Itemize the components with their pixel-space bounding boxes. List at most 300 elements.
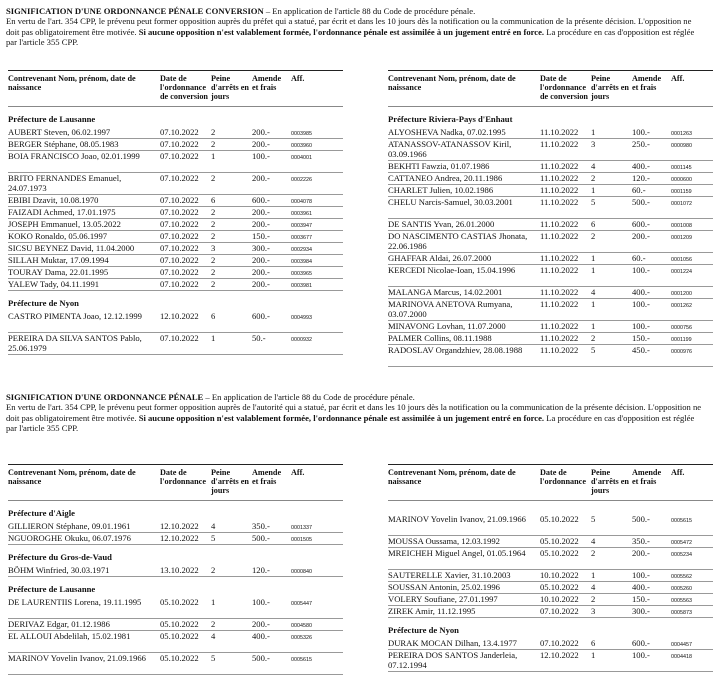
section-subtitle: – En application de l'article 88 du Code de procédure pénale. [203,392,415,402]
row-aff: 0000600 [671,177,692,183]
table-row [8,255,343,266]
row-peine: 1 [591,570,596,580]
row-amount: 100.- [632,570,650,580]
row-aff: 0001072 [671,201,692,207]
section-intro [6,6,706,47]
table-row [388,650,713,671]
table-row [8,139,343,150]
table-row [8,521,343,532]
row-name: EBIBI Dzavit, 10.08.1970 [8,195,99,205]
table-row [388,299,713,320]
row-date: 07.10.2022 [160,173,199,183]
row-name: DE SANTIS Yvan, 26.01.2000 [388,219,495,229]
row-date: 05.10.2022 [540,548,579,558]
table-header [8,464,343,501]
table-row [8,231,343,242]
row-peine: 5 [211,653,216,663]
header-peine: Peine d'arrêts en jours [211,74,249,102]
row-name: DERIVAZ Edgar, 01.12.1986 [8,619,110,629]
row-date: 11.10.2022 [540,231,579,241]
table-row [8,653,343,674]
row-date: 05.10.2022 [160,653,199,663]
row-peine: 2 [211,267,216,277]
row-amount: 100.- [252,151,270,161]
row-date: 11.10.2022 [540,333,579,343]
row-amount: 120.- [632,173,650,183]
row-aff: 0003961 [291,211,312,217]
row-name: VOLERY Soufiane, 27.01.1997 [388,594,498,604]
table-row [8,267,343,278]
table-header [388,70,713,107]
row-date: 05.10.2022 [160,619,199,629]
table-row [8,207,343,218]
group-title: Préfecture de Lausanne [8,114,96,124]
row-date: 11.10.2022 [540,219,579,229]
table-row [388,594,713,605]
row-separator [8,354,343,355]
row-peine: 1 [591,185,596,195]
row-peine: 1 [591,253,596,263]
row-peine: 2 [211,207,216,217]
row-date: 11.10.2022 [540,321,579,331]
row-aff: 0004001 [291,155,312,161]
row-amount: 400.- [632,161,650,171]
row-date: 11.10.2022 [540,197,579,207]
row-peine: 2 [211,231,216,241]
row-peine: 2 [211,219,216,229]
row-peine: 2 [211,255,216,265]
row-peine: 1 [591,127,596,137]
row-name: DO NASCIMENTO CASTIAS Jhonata, 22.06.1986 [388,231,528,252]
row-peine: 1 [591,265,596,275]
row-amount: 300.- [252,243,270,253]
row-amount: 200.- [252,255,270,265]
row-peine: 2 [211,173,216,183]
row-name: SILLAH Muktar, 17.09.1994 [8,255,109,265]
row-aff: 0000980 [671,143,692,149]
row-peine: 2 [591,333,596,343]
header-date: Date de l'ordonnance de conversion [540,74,588,102]
row-name: SICSU BEYNEZ David, 11.04.2000 [8,243,135,253]
row-aff: 0003965 [291,271,312,277]
row-peine: 4 [591,536,596,546]
row-aff: 0000840 [291,569,312,575]
row-amount: 200.- [252,267,270,277]
row-peine: 1 [211,333,216,343]
row-date: 11.10.2022 [540,345,579,355]
row-peine: 1 [211,597,216,607]
row-amount: 100.- [632,265,650,275]
table-row [388,570,713,581]
row-peine: 6 [211,311,216,321]
row-aff: 0004078 [291,199,312,205]
header-aff: Aff. [671,74,685,83]
section-title: SIGNIFICATION D'UNE ORDONNANCE PÉNALE CONVERSION [6,6,264,16]
section-body: En vertu de l'art. 354 CPP, le prévenu peut former opposition auprès du préfet qui a statué, par écrit et dans les 10 jours dès la notification ou la communication de la présente décision. L'opposition ne doit pas obligatoirement être motivée. [6,16,692,37]
left-table [8,464,343,675]
row-date: 05.10.2022 [160,597,199,607]
header-name: Contrevenant Nom, prénom, date de naissance [388,468,516,487]
group-title: Préfecture de Nyon [8,298,79,308]
row-date: 07.10.2022 [540,606,579,616]
row-amount: 200.- [252,207,270,217]
row-amount: 60.- [632,253,646,263]
row-date: 12.10.2022 [160,311,199,321]
row-amount: 350.- [632,536,650,546]
section-subtitle: – En application de l'article 88 du Code de procédure pénale. [263,6,476,16]
row-amount: 200.- [252,139,270,149]
table-row [388,548,713,569]
row-peine: 2 [211,619,216,629]
row-name: TOURAY Dama, 22.01.1995 [8,267,109,277]
row-date: 12.10.2022 [540,650,579,660]
row-date: 05.10.2022 [160,631,199,641]
header-peine: Peine d'arrêts en jours [591,468,629,496]
table-row [388,638,713,649]
row-aff: 0003984 [291,259,312,265]
row-name: SAUTERELLE Xavier, 31.10.2003 [388,570,511,580]
table-row [388,265,713,286]
header-aff: Aff. [291,468,305,477]
table-row [8,619,343,630]
row-peine: 6 [591,638,596,648]
row-aff: 0003985 [291,131,312,137]
row-name: MARINOV Yovelin Ivanov, 21.09.1966 [8,653,146,663]
group-title: Préfecture d'Aigle [8,508,75,518]
row-name: JOSEPH Emmanuel, 13.05.2022 [8,219,121,229]
row-aff: 0004457 [671,642,692,648]
row-date: 07.10.2022 [540,638,579,648]
row-peine: 2 [591,173,596,183]
row-name: CASTRO PIMENTA Joao, 12.12.1999 [8,311,142,321]
row-peine: 2 [591,231,596,241]
table-row [388,333,713,344]
header-name: Contrevenant Nom, prénom, date de naissance [8,74,136,93]
row-peine: 1 [211,151,216,161]
row-date: 12.10.2022 [160,521,199,531]
row-peine: 2 [211,279,216,289]
row-aff: 0003981 [291,283,312,289]
row-name: MINAVONG Lovhan, 11.07.2000 [388,321,506,331]
table-row [388,161,713,172]
row-amount: 500.- [252,533,270,543]
row-peine: 3 [591,139,596,149]
row-date: 05.10.2022 [540,582,579,592]
row-amount: 200.- [632,231,650,241]
row-aff: 0001209 [671,235,692,241]
row-aff: 0001200 [671,291,692,297]
table-row [388,219,713,230]
table-row [388,606,713,617]
row-name: MOUSSA Oussama, 12.03.1992 [388,536,500,546]
row-peine: 2 [211,565,216,575]
row-peine: 2 [591,594,596,604]
row-amount: 200.- [252,127,270,137]
row-date: 11.10.2022 [540,265,579,275]
table-row [388,139,713,160]
section-body-bold: Si aucune opposition n'est valablement formée, l'ordonnance pénale est assimilée à un jugement entré en force. [138,412,545,423]
row-date: 07.10.2022 [160,139,199,149]
section-body: En vertu de l'art. 354 CPP, le prévenu peut former opposition auprès de l'autorité qui a statué, par écrit et dans les 10 jours dès la notification ou la communication de la présente décision. L'opposition ne doit pas obligatoirement être motivée. [6,402,702,423]
row-peine: 4 [591,287,596,297]
row-amount: 600.- [632,638,650,648]
left-table [8,70,343,355]
row-peine: 3 [591,606,596,616]
row-name: FAIZADI Achmed, 17.01.1975 [8,207,116,217]
row-amount: 600.- [252,311,270,321]
row-peine: 6 [591,219,596,229]
row-date: 07.10.2022 [160,255,199,265]
row-amount: 60.- [632,185,646,195]
table-row [8,151,343,172]
header-peine: Peine d'arrêts en jours [591,74,629,102]
row-date: 11.10.2022 [540,161,579,171]
row-separator [388,366,713,367]
row-aff: 0001145 [671,165,692,171]
row-aff: 0000932 [291,337,312,343]
header-peine: Peine d'arrêts en jours [211,468,249,496]
row-date: 05.10.2022 [540,536,579,546]
header-amount: Amende et frais [252,74,282,93]
row-peine: 1 [591,321,596,331]
row-name: BRITO FERNANDES Emanuel, 24.07.1973 [8,173,122,194]
row-date: 11.10.2022 [540,139,579,149]
row-amount: 600.- [252,195,270,205]
header-amount: Amende et frais [632,74,662,93]
row-amount: 150.- [632,333,650,343]
header-name: Contrevenant Nom, prénom, date de naissance [8,468,136,487]
row-aff: 0000976 [671,349,692,355]
row-date: 11.10.2022 [540,185,579,195]
row-name: BERGER Stéphane, 08.05.1983 [8,139,119,149]
row-date: 07.10.2022 [160,267,199,277]
row-name: PEREIRA DOS SANTOS Janderleia, 07.12.1994 [388,650,518,671]
row-name: PEREIRA DA SILVA SANTOS Pablo, 25.06.1979 [8,333,142,354]
row-date: 11.10.2022 [540,127,579,137]
row-date: 10.10.2022 [540,594,579,604]
table-header [8,70,343,107]
row-name: CHELU Narcis-Samuel, 30.03.2001 [388,197,513,207]
table-row [388,321,713,332]
row-amount: 400.- [632,287,650,297]
section-body-end: La procédure en cas d'opposition est réglée par l'article 355 CPP. [6,412,695,433]
row-amount: 300.- [632,606,650,616]
group-spacer [388,508,713,512]
row-name: SOUSSAN Antonin, 25.02.1996 [388,582,500,592]
table-row [388,345,713,366]
header-amount: Amende et frais [252,468,282,487]
row-amount: 200.- [252,619,270,629]
row-date: 07.10.2022 [160,279,199,289]
table-row [8,173,343,194]
row-date: 12.10.2022 [160,533,199,543]
row-name: NGUOROGHE Okuku, 06.07.1976 [8,533,131,543]
row-aff: 0005472 [671,540,692,546]
table-row [8,311,343,332]
table-row [388,514,713,535]
row-date: 11.10.2022 [540,253,579,263]
row-peine: 1 [591,650,596,660]
table-row [388,185,713,196]
row-aff: 0005447 [291,601,312,607]
row-name: PALMER Collins, 08.11.1988 [388,333,492,343]
table-row [8,565,343,576]
row-aff: 0005562 [671,574,692,580]
row-aff: 0003677 [291,235,312,241]
row-peine: 2 [211,127,216,137]
row-aff: 0000756 [671,325,692,331]
right-table [388,464,713,672]
table-row [388,536,713,547]
row-amount: 120.- [252,565,270,575]
row-date: 11.10.2022 [540,173,579,183]
row-amount: 100.- [252,597,270,607]
row-name: BOIA FRANCISCO Joao, 02.01.1999 [8,151,140,161]
group-title: Préfecture de Nyon [388,625,459,635]
row-date: 11.10.2022 [540,287,579,297]
row-peine: 1 [591,299,596,309]
row-name: CHARLET Julien, 10.02.1986 [388,185,494,195]
table-row [388,231,713,252]
header-date: Date de l'ordonnance [540,468,586,487]
row-amount: 200.- [252,219,270,229]
header-name: Contrevenant Nom, prénom, date de naissance [388,74,516,93]
row-name: BÖHM Winfried, 30.03.1971 [8,565,110,575]
row-name: MARINOVA ANETOVA Rumyana, 03.07.2000 [388,299,513,320]
row-aff: 0001159 [671,189,692,195]
row-name: EL ALLOUI Abdelilah, 15.02.1981 [8,631,131,641]
table-row [8,597,343,618]
row-aff: 0001505 [291,537,312,543]
row-aff: 0005563 [671,598,692,604]
row-amount: 100.- [632,299,650,309]
row-amount: 50.- [252,333,266,343]
row-aff: 0004418 [671,654,692,660]
row-aff: 0001262 [671,303,692,309]
row-name: AUBERT Steven, 06.02.1997 [8,127,111,137]
row-peine: 2 [591,548,596,558]
row-name: ALYOSHEVA Nadka, 07.02.1995 [388,127,506,137]
header-date: Date de l'ordonnance de conversion [160,74,208,102]
group-title: Préfecture Riviera-Pays d'Enhaut [388,114,513,124]
row-peine: 4 [591,582,596,592]
group-title: Préfecture de Lausanne [8,584,96,594]
row-amount: 150.- [252,231,270,241]
row-amount: 600.- [632,219,650,229]
row-name: CATTANEO Andrea, 20.11.1986 [388,173,503,183]
row-amount: 450.- [632,345,650,355]
row-name: GILLIERON Stéphane, 09.01.1961 [8,521,131,531]
row-aff: 0005873 [671,610,692,616]
header-amount: Amende et frais [632,468,662,487]
row-aff: 0001224 [671,269,692,275]
row-aff: 0004580 [291,623,312,629]
table-row [388,287,713,298]
section-title: SIGNIFICATION D'UNE ORDONNANCE PÉNALE [6,392,204,402]
table-row [8,631,343,652]
row-aff: 0005260 [671,586,692,592]
table-row [8,333,343,354]
row-aff: 0001008 [671,223,692,229]
row-aff: 0002934 [291,247,312,253]
table-row [8,533,343,544]
row-date: 07.10.2022 [160,333,199,343]
row-date: 11.10.2022 [540,299,579,309]
row-name: RADOSLAV Organdzhiev, 28.08.1988 [388,345,523,355]
row-amount: 100.- [632,127,650,137]
row-name: DE LAURENTIIS Lorena, 19.11.1995 [8,597,142,607]
row-date: 07.10.2022 [160,219,199,229]
table-header [388,464,713,501]
row-name: GHAFFAR Aldai, 26.07.2000 [388,253,492,263]
row-aff: 0003947 [291,223,312,229]
row-amount: 350.- [252,521,270,531]
row-amount: 400.- [632,582,650,592]
row-date: 07.10.2022 [160,151,199,161]
row-date: 13.10.2022 [160,565,199,575]
row-amount: 500.- [632,514,650,524]
row-aff: 0001337 [291,525,312,531]
section-ordonnance [6,392,706,671]
row-date: 07.10.2022 [160,195,199,205]
row-peine: 4 [591,161,596,171]
table-row [8,219,343,230]
row-peine: 6 [211,195,216,205]
table-row [388,197,713,218]
row-date: 05.10.2022 [540,514,579,524]
row-peine: 4 [211,521,216,531]
section-intro [6,392,706,433]
row-peine: 5 [591,197,596,207]
section-body-bold: Si aucune opposition n'est valablement formée, l'ordonnance pénale est assimilée à un jugement entré en force. [138,26,545,37]
table-row [8,279,343,290]
row-name: KOKO Ronaldo, 05.06.1997 [8,231,108,241]
row-peine: 2 [211,139,216,149]
table-row [388,253,713,264]
row-aff: 0005615 [671,518,692,524]
row-aff: 0001199 [671,337,692,343]
row-aff: 0004993 [291,315,312,321]
row-name: KERCEDI Nicolae-Ioan, 15.04.1996 [388,265,516,275]
row-name: ZIREK Amir, 11.12.1995 [388,606,476,616]
row-name: YALEW Tady, 04.11.1991 [8,279,100,289]
row-amount: 100.- [632,650,650,660]
table-row [388,173,713,184]
header-date: Date de l'ordonnance [160,468,206,487]
row-amount: 500.- [632,197,650,207]
row-name: MARINOV Yovelin Ivanov, 21.09.1966 [388,514,526,524]
row-amount: 400.- [252,631,270,641]
row-date: 07.10.2022 [160,243,199,253]
right-table [388,70,713,367]
row-peine: 5 [591,345,596,355]
table-row [8,127,343,138]
row-aff: 0002226 [291,177,312,183]
row-name: MALANGA Marcus, 14.02.2001 [388,287,503,297]
group-title: Préfecture du Gros-de-Vaud [8,552,112,562]
row-date: 07.10.2022 [160,127,199,137]
row-amount: 150.- [632,594,650,604]
row-date: 07.10.2022 [160,207,199,217]
row-amount: 500.- [252,653,270,663]
row-aff: 0001056 [671,257,692,263]
row-date: 10.10.2022 [540,570,579,580]
row-date: 07.10.2022 [160,231,199,241]
table-row [388,127,713,138]
row-aff: 0003960 [291,143,312,149]
row-name: BEKHTI Fawzia, 01.07.1986 [388,161,490,171]
row-separator [388,617,713,618]
